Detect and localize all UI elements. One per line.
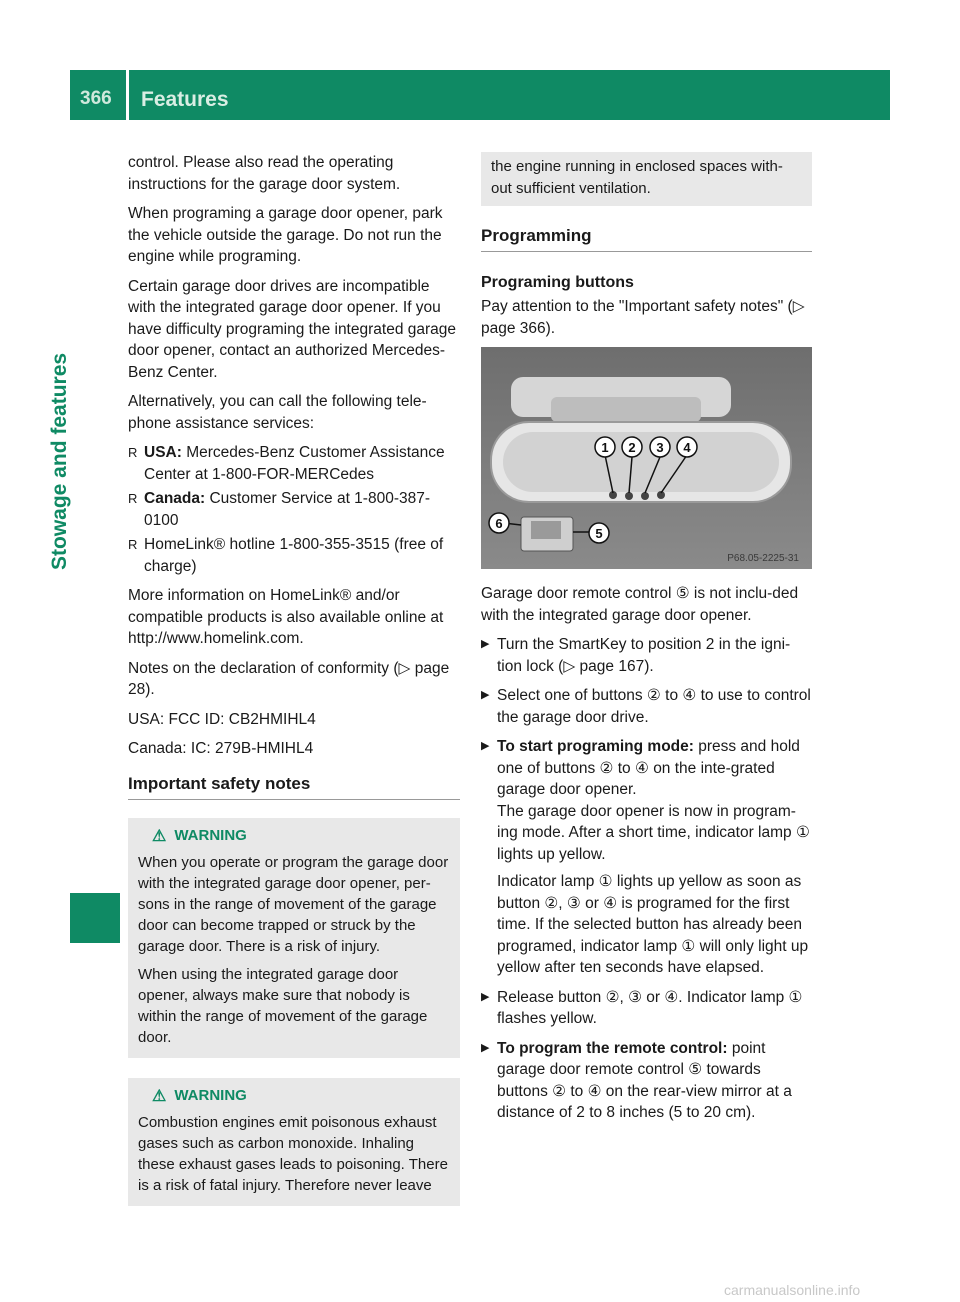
- instruction-step: ▶ To start programing mode: press and hold one of buttons ② to ④ on the inte-grated garage door opener. The garage door opener is now in program-ing mode. After a short time, indicator lamp ① lights up yellow. Indicator lamp ① lights up yellow as soon as button ②, ③ or ④ is programed for the first time. If the selected button has already been programed, indicator lamp ① will only light up yellow after ten seconds have elapsed.: [481, 736, 812, 979]
- left-column: [128, 152, 460, 1206]
- warning-title: ⚠ WARNING: [152, 827, 247, 845]
- header-divider: [126, 70, 129, 120]
- warning-box: [128, 1078, 460, 1206]
- warning-icon: ⚠: [152, 827, 167, 845]
- page-number: 366: [80, 88, 112, 109]
- instruction-step: ▶ Turn the SmartKey to position 2 in the igni-tion lock (▷ page 167).: [481, 636, 791, 675]
- warning-continuation: the engine running in enclosed spaces with-out sufficient ventilation.: [481, 152, 812, 206]
- warning-title: ⚠ WARNING: [152, 1087, 247, 1105]
- figure-code: P68.05-2225-31: [727, 553, 799, 564]
- warning-box: [128, 818, 460, 1058]
- warning-icon: ⚠: [152, 1087, 167, 1105]
- list-item: R Canada: Customer Service at 1-800-387-0100: [128, 490, 431, 529]
- instruction-step: ▶ Select one of buttons ② to ④ to use to control the garage door drive.: [481, 687, 811, 726]
- callout-3: 3: [656, 440, 664, 455]
- paragraph: control. Please also read the operating instructions for the garage door system.: [128, 154, 401, 193]
- callout-5: 5: [595, 526, 603, 541]
- instruction-step: ▶ To program the remote control: point garage door remote control ⑤ towards buttons ② to ④ on the rear-view mirror at a distance of 2 to 8 inches (5 to 20 cm).: [481, 1039, 792, 1121]
- heading-programing-buttons: Programing buttons: [481, 274, 634, 291]
- warning-text: When you operate or program the garage door with the integrated garage door opener, per-sons in the range of movement of the garage door can become trapped or struck by the garage door. There is a risk of injury.: [138, 853, 449, 955]
- paragraph: Certain garage door drives are incompatible with the integrated garage door opener. If you have difficulty programing the integrated garage door opener, contact an authorized Mercedes-Benz Center.: [128, 277, 457, 381]
- callout-1: 1: [601, 440, 609, 455]
- paragraph: Pay attention to the "Important safety notes" (▷ page 366).: [481, 298, 805, 337]
- paragraph: Alternatively, you can call the following tele-phone assistance services:: [128, 393, 427, 432]
- mirror-illustration: [481, 347, 812, 569]
- paragraph: When programing a garage door opener, park the vehicle outside the garage. Do not run the engine while programing.: [128, 205, 443, 265]
- paragraph: More information on HomeLink® and/or compatible products is also available online at http://www.homelink.com.: [128, 587, 444, 647]
- paragraph: Notes on the declaration of conformity (▷ page 28).: [128, 659, 450, 698]
- instruction-step: ▶ Release button ②, ③ or ④. Indicator lamp ① flashes yellow.: [481, 988, 803, 1027]
- paragraph: Garage door remote control ⑤ is not inclu-ded with the integrated garage door opener.: [481, 585, 799, 624]
- warning-text: When using the integrated garage door opener, always make sure that nobody is within the range of movement of the garage door.: [138, 965, 428, 1046]
- callout-2: 2: [628, 440, 636, 455]
- heading-programming: Programming: [481, 226, 812, 252]
- list-item: R HomeLink® hotline 1-800-355-3515 (free of charge): [128, 536, 444, 575]
- paragraph: Canada: IC: 279B-HMIHL4: [128, 740, 314, 757]
- callout-6: 6: [495, 516, 503, 531]
- step-continuation: The garage door opener is now in program-ing mode. After a short time, indicator lamp ① lights up yellow.: [497, 802, 810, 863]
- warning-text: Combustion engines emit poisonous exhaust gases such as carbon monoxide. Inhaling these exhaust gases leads to poisoning. There is a risk of fatal injury. Therefore never leave: [138, 1113, 448, 1194]
- list-item: R USA: Mercedes-Benz Customer Assistance Center at 1-800-FOR-MERCedes: [128, 444, 445, 483]
- callout-4: 4: [683, 440, 691, 455]
- heading-safety-notes: Important safety notes: [128, 774, 460, 800]
- section-title: Features: [141, 88, 229, 111]
- side-tab-label: Stowage and features: [48, 352, 71, 570]
- step-continuation: Indicator lamp ① lights up yellow as soon as button ②, ③ or ④ is programed for the first time. If the selected button has already been programed, indicator lamp ① will only light up yellow after ten seconds have elapsed.: [497, 873, 809, 976]
- footer-watermark: carmanualsonline.info: [724, 1282, 861, 1298]
- right-column: [481, 152, 812, 1132]
- side-tab-marker: [70, 893, 120, 943]
- mirror-figure: [481, 347, 812, 569]
- paragraph: USA: FCC ID: CB2HMIHL4: [128, 710, 316, 728]
